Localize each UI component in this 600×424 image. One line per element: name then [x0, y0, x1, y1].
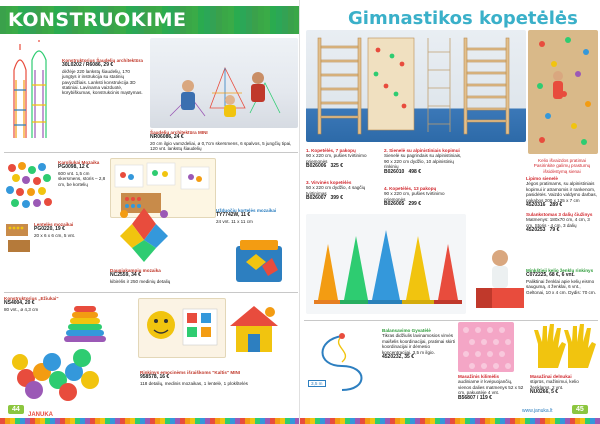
product-3-desc: 600 vnt. 1,5 cm skersmens, storis – 2,8 cm, be kortelių	[58, 170, 106, 187]
product-r6-name: Lipimo sienelė	[526, 176, 558, 181]
product-6	[110, 268, 220, 284]
product-r11: Masažinai delnukai stiprūs, mažinimui, kelio ženklams, 2 vnt. NU0266, 5 €	[530, 374, 596, 396]
product-r5-desc: Pasirinkite galimų prastumų išsidėstymą sienai	[533, 163, 591, 174]
page-title: KONSTRUOKIME	[8, 9, 187, 31]
product-r11-code: NU0266	[530, 389, 549, 396]
polygon-box-image	[226, 232, 292, 288]
product-r4-desc: 90 x 220 cm, pušies tvirtinimo priemonės	[384, 191, 445, 202]
product-r8-code: C072225	[526, 272, 547, 279]
product-r5-name: Kelio išvaizdos pratimai	[538, 158, 586, 163]
product-r9-code: 4520232	[382, 354, 402, 361]
product-3	[58, 160, 108, 187]
rope-length-label: 3,5 m	[308, 380, 326, 387]
product-r2-code: B026010	[384, 168, 405, 175]
product-8	[140, 370, 290, 386]
product-r1-price: 325 €	[330, 163, 343, 170]
child-mat-image	[472, 236, 528, 312]
product-r7-name: Sulankstomas 3 dalių čiužinys	[526, 212, 593, 217]
product-r3-code: B026007	[306, 195, 327, 202]
product-r10-name: Masažinis kilimėlis	[458, 374, 500, 379]
product-1	[62, 58, 144, 96]
product-6-code: NC2559, 34 €	[110, 272, 141, 279]
product-r3-name: 3. Virvinės kopetėlės	[306, 180, 352, 185]
polygon-mosaic-image	[112, 204, 176, 264]
mosaic-boards-image	[4, 222, 32, 256]
product-r3-price: 399 €	[330, 195, 343, 202]
product-2-desc: 20 cm ilgio vamzdeliai, ø 0,7cm skersmens, 6 spalvos, 5 jungčių tipai, 120 vnt. lankstų šiaudelių	[150, 140, 292, 152]
product-r1-name: 1. Kopetėlės, 7 pakopų	[306, 148, 356, 153]
product-8-desc: 118 detalių, medinis mozaikas, 1 lentelė, 1 plokštelės	[140, 380, 248, 386]
product-r9-desc: Tikras didžiulis lavinamosios virvės maišelis koordinacijai, pratimai skirti koordinacijai ir dėmesio koncentracijai. 3,5 m ilgio.	[382, 333, 456, 355]
product-r3-desc: 50 x 220 cm dydžio, 4 sagčių tvirtinimas	[306, 185, 366, 196]
massage-mat-image	[458, 322, 514, 372]
wall-bars-photo	[306, 30, 526, 142]
right-page	[300, 0, 600, 424]
product-r8-name: Minkštieji kelio ženklų rinkinys	[526, 268, 594, 273]
product-r4-price: 299 €	[408, 201, 421, 208]
right-page-number: 45	[572, 405, 588, 414]
product-r1	[306, 148, 380, 170]
kids-building-photo	[150, 38, 298, 128]
product-2	[150, 130, 298, 152]
product-1-code: 30L0202 / R6086, 29 €	[62, 62, 114, 69]
product-r9-name: Balansavimo Gyvatėlė	[382, 328, 431, 333]
product-r6-code: 4520316	[526, 202, 546, 209]
product-4-code: PG0220, 19 €	[34, 226, 65, 233]
product-r7	[526, 212, 598, 234]
product-r2-name: 2. Sienelė su alpinistiniais kopimui	[384, 148, 460, 153]
product-r7-desc: Matmenys: 180x70 cm, 4 cm, 3 cm. Storis - 4 cm, 3 dalių	[526, 217, 590, 228]
product-6-desc: kibirėlis ir 250 medinių detalių	[110, 278, 171, 284]
massage-hands-image	[528, 322, 598, 372]
product-r4-name: 4. Kopetėlės, 13 pakopų	[384, 186, 437, 191]
product-r7-code: 4520253	[526, 227, 546, 234]
product-r3	[306, 180, 380, 202]
product-r9: Balansavimo Gyvatėlė Tikras didžiulis lavinamosios virvės maišelis koordinacijai, pratimai skirti koordinacijai ir dėmesio koncentracijai. 3,5 m ilgio. 4520232, 35 €	[382, 328, 456, 361]
straw-towers-image	[6, 40, 52, 140]
product-6-name: Daugiakampių mozaika	[110, 268, 161, 273]
product-5	[216, 208, 296, 224]
product-r4-code: B026005	[384, 201, 405, 208]
brand-logo: JANUKA	[28, 412, 54, 418]
climbing-wall-image	[528, 30, 598, 154]
product-4-name: Lentelės mozaikai	[34, 222, 74, 227]
product-r6-desc: Jėgos pratimams, su alpinistiniais kopimui ir atramomis ir rankenom, pasidėtės. Vaizdo valdymo darbas, pakabos 200 x 125 x 7 cm	[526, 181, 597, 203]
product-3-name: Karoliukai Mozaika	[58, 160, 100, 165]
product-1-desc: dėžėje 220 lankstų šiaudelių, 170 jungtys ir instrukcija su statinių pavyzdžiais. Lanksti konstrukcija 3D statiniai. Lavinama vaizduotė, kūrybiškumas, konstrukcinis mąstymas.	[62, 68, 143, 96]
balance-rope-image	[306, 326, 378, 396]
beads-mosaic-image	[4, 158, 54, 214]
hedgehog-pile-image	[6, 338, 106, 404]
emotions-house-image	[226, 302, 282, 356]
product-1-name: Konstruktorius Šaudelių architektūra	[62, 58, 143, 63]
product-r10-price: 119 €	[479, 394, 492, 401]
product-r2-price: 498 €	[408, 168, 421, 175]
product-r10: Masažinis kilimėlis audiniame ir kvėpuojančių, vienos dalies matmenys 52 x 52 cm, pakuotėje 4 vnt. B56807 / 119 €	[458, 374, 524, 401]
product-r8-price: 68 €, 6 vnt.	[549, 272, 575, 279]
product-r11-price: 5 €	[551, 389, 559, 396]
product-7-code: NS4004, 20 €	[4, 300, 35, 307]
website-link[interactable]: www.januka.lt	[522, 408, 553, 414]
product-8-code: 958578, 16 €	[140, 374, 170, 381]
product-7-name: Konstruktorius „Ežiukai"	[4, 296, 59, 301]
cones-photo	[306, 214, 466, 314]
product-2-name: Šaudelių architektūra MINI	[150, 130, 208, 135]
product-r1-code: B026006	[306, 163, 327, 170]
product-5-desc: 24 vnt. 11 x 11 cm	[216, 218, 253, 224]
product-r8-desc: Paliktinai ženklai apie kelių eismo saugumą, 4 ženklai, 6 vnt., Geltonai, 10 x 4 cm. Dydis: 70 cm.	[526, 278, 596, 295]
emotions-set-image	[138, 298, 226, 358]
product-r10-code: B56807	[458, 394, 476, 401]
product-r4	[384, 186, 464, 208]
product-5-code: TY7742W, 11 €	[216, 212, 251, 219]
product-2-code: NR06086, 24 €	[150, 134, 184, 141]
page-title-right: Gimnastikos kopetėlės	[348, 8, 578, 29]
product-r11-desc: stiprūs, mažinimui, kelio ženklams, 2 vnt.	[530, 379, 579, 390]
product-8-name: Rinkinys emocinėms išraiškoms "Kaltis" MINI	[140, 370, 241, 375]
product-4	[34, 222, 86, 238]
product-r6	[526, 176, 598, 208]
left-header	[0, 6, 300, 34]
product-r2	[384, 148, 464, 175]
product-r9-price: 35 €	[404, 354, 414, 361]
product-4-desc: 20 x 6 x 6 cm, 5 vnt.	[34, 232, 76, 238]
product-r8: Minkštieji kelio ženklų rinkinys C072225, 68 €, 6 vnt. Paliktinai ženklai apie kelių eismo saugumą, 4 ženklai, 6 vnt., Geltonai, 10 x 4 cm. Dydis: 70 cm.	[526, 268, 598, 295]
product-5-name: Užduočių kortelės mozaikai	[216, 208, 277, 213]
product-r1-desc: 90 x 220 cm, pušies tvirtinimo priemonės	[306, 153, 367, 164]
product-r11-name: Masažinai delnukai	[530, 374, 572, 379]
product-r10-desc: audiniame ir kvėpuojančių, vienos dalies matmenys 52 x 52 cm, pakuotėje 4 vnt.	[458, 379, 524, 396]
product-r2-desc: Sienelė su pagrindais su alpinistiniais, 90 x 220 cm dydžio, 10 alpinistinių rinkinių	[384, 153, 462, 170]
product-7	[4, 296, 62, 312]
product-7-desc: 80 vnt., ø 4,3 cm	[4, 306, 39, 312]
left-page-number: 44	[8, 405, 24, 414]
product-3-code: PG0098, 12 €	[58, 164, 89, 171]
product-r7-price: 79 €	[549, 227, 560, 234]
product-r5	[526, 158, 598, 174]
product-r6-price: 289 €	[549, 202, 563, 209]
